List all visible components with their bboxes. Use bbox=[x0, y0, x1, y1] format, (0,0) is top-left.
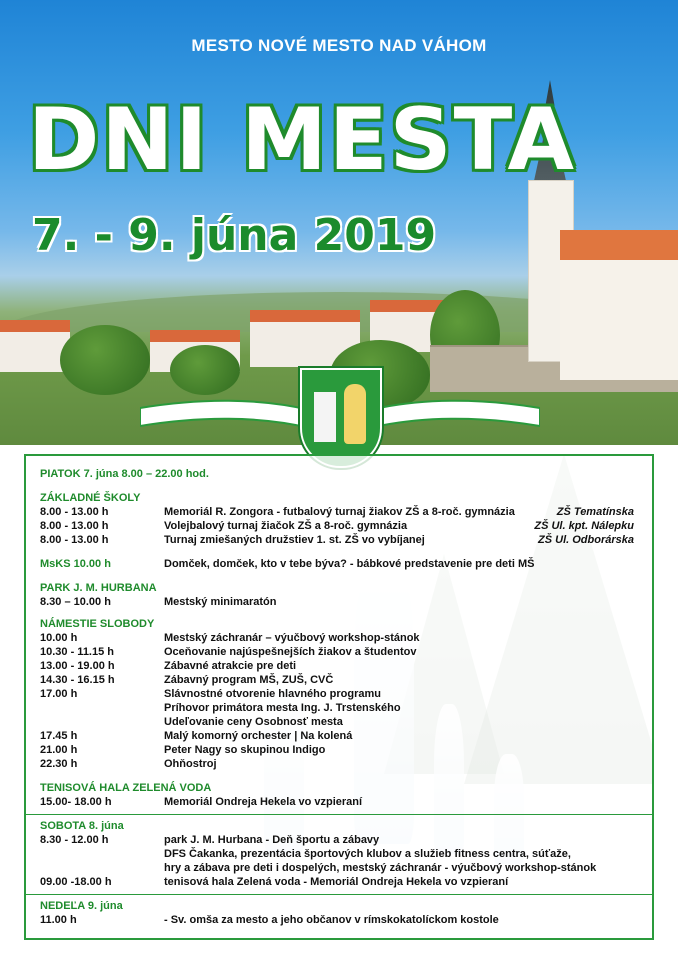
list-item: 8.30 - 12.00 h park J. M. Hurbana - Deň športu a zábavy bbox=[40, 834, 380, 846]
schools-heading: ZÁKLADNÉ ŠKOLY bbox=[40, 492, 141, 504]
list-item: 17.45 h Malý komorný orchester | Na kolená bbox=[40, 730, 353, 742]
msks-row: MsKS 10.00 h Domček, domček, kto v tebe býva? - bábkové predstavenie pre deti MŠ bbox=[40, 558, 535, 570]
list-item: 8.00 - 13.00 h Turnaj zmiešaných družstiev 1. st. ZŠ vo vybíjanej ZŠ Ul. Odborárska bbox=[40, 534, 634, 546]
list-item: 21.00 h Peter Nagy so skupinou Indigo bbox=[40, 744, 326, 756]
list-item: Udeľovanie ceny Osobnosť mesta bbox=[164, 716, 343, 728]
tennis-heading: TENISOVÁ HALA ZELENÁ VODA bbox=[40, 782, 212, 794]
park-heading: PARK J. M. HURBANA bbox=[40, 582, 157, 594]
list-item: 14.30 - 16.15 h Zábavný program MŠ, ZUŠ, CVČ bbox=[40, 674, 334, 686]
list-item: 13.00 - 19.00 h Zábavné atrakcie pre deti bbox=[40, 660, 297, 672]
list-item: 22.30 h Ohňostroj bbox=[40, 758, 217, 770]
list-item: 09.00 -18.00 h tenisová hala Zelená voda - Memoriál Ondreja Hekela vo vzpieraní bbox=[40, 876, 509, 888]
coat-of-arms bbox=[300, 368, 382, 468]
list-item: 8.00 - 13.00 h Volejbalový turnaj žiačok ZŠ a 8-roč. gymnázia ZŠ Ul. kpt. Nálepku bbox=[40, 520, 634, 532]
list-item: 17.00 h Slávnostné otvorenie hlavného programu bbox=[40, 688, 381, 700]
list-item: Príhovor primátora mesta Ing. J. Trstenského bbox=[164, 702, 401, 714]
friday-heading: PIATOK 7. júna 8.00 – 22.00 hod. bbox=[40, 468, 209, 480]
sunday-heading: NEDEĽA 9. júna bbox=[40, 900, 123, 912]
list-item: 10.00 h Mestský záchranár – výučbový workshop-stánok bbox=[40, 632, 420, 644]
divider bbox=[26, 814, 652, 815]
list-item: hry a zábava pre deti i dospelých, mestský záchranár - výučbový workshop-stánok bbox=[164, 862, 597, 874]
list-item: 8.00 - 13.00 h Memoriál R. Zongora - futbalový turnaj žiakov ZŠ a 8-roč. gymnázia ZŠ Tematínska bbox=[40, 506, 634, 518]
city-name: MESTO NOVÉ MESTO NAD VÁHOM bbox=[191, 36, 487, 55]
list-item: 8.30 – 10.00 h Mestský minimaratón bbox=[40, 596, 277, 608]
list-item: 11.00 h - Sv. omša za mesto a jeho občanov v rímskokatolíckom kostole bbox=[40, 914, 499, 926]
list-item: 15.00- 18.00 h Memoriál Ondreja Hekela vo vzpieraní bbox=[40, 796, 363, 808]
square-heading: NÁMESTIE SLOBODY bbox=[40, 618, 155, 630]
divider bbox=[26, 894, 652, 895]
list-item: 10.30 - 11.15 h Oceňovanie najúspešnejších žiakov a študentov bbox=[40, 646, 417, 658]
event-dates: 7. - 9. júna 2019 bbox=[32, 210, 437, 261]
saturday-heading: SOBOTA 8. júna bbox=[40, 820, 124, 832]
list-item: DFS Čakanka, prezentácia športových klubov a služieb fitness centra, súťaže, bbox=[164, 848, 571, 860]
event-title: DNI MESTA bbox=[28, 90, 577, 190]
